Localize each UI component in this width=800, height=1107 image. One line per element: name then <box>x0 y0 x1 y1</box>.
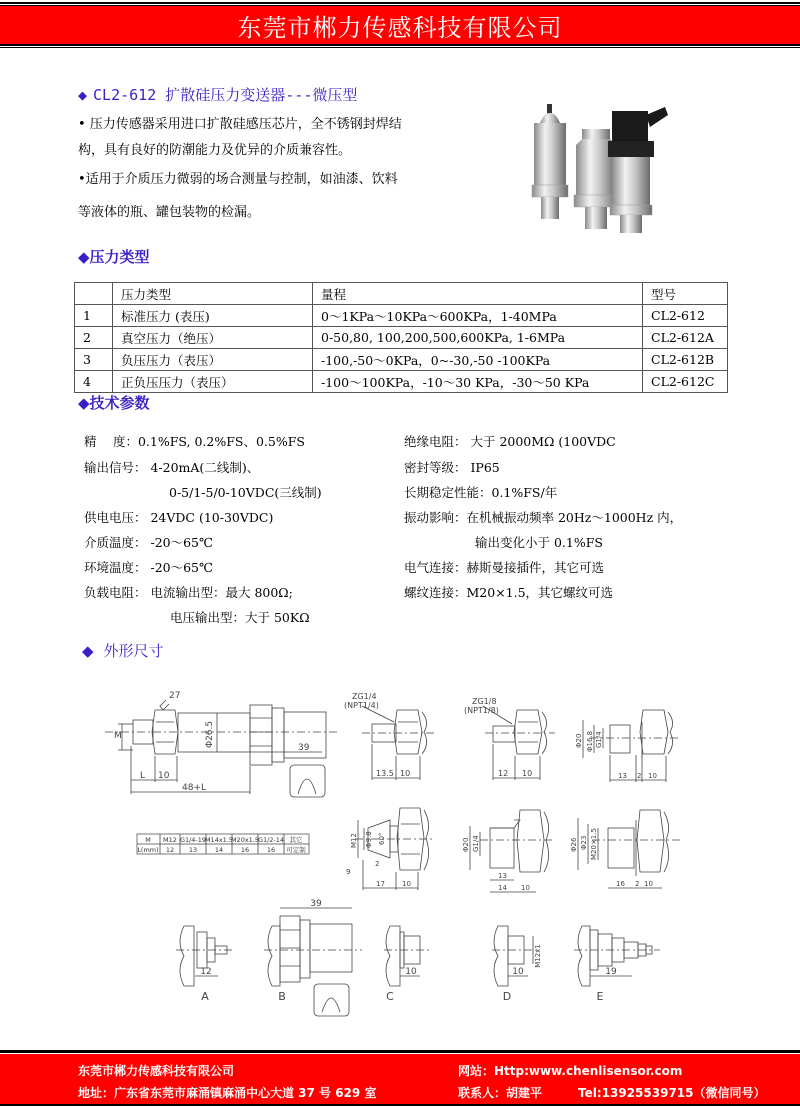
product-title-text: CL2-612 扩散硅压力变送器---微压型 <box>93 86 358 104</box>
table-cell: CL2-612A <box>643 327 728 349</box>
dim-label: 17 <box>376 880 385 888</box>
table-cell: CL2-612 <box>643 305 728 327</box>
intro-line: 构，具有良好的防潮能力及优异的介质兼容性。 <box>78 143 352 158</box>
table-header-cell: 型号 <box>643 283 728 305</box>
table-row <box>75 349 728 371</box>
thread-weld-drawing <box>470 810 555 892</box>
table-header-cell <box>75 283 113 305</box>
table-cell: -100～100KPa，-10～30 KPa，-30～50 KPa <box>313 371 643 393</box>
diamond-icon: ◆ <box>78 248 90 266</box>
spec-line: 精 度：0.1%FS, 0.2%FS、0.5%FS <box>84 434 305 449</box>
dim-label: 10 <box>405 967 417 977</box>
spec-line: 输出变化小于 0.1%FS <box>475 535 603 550</box>
table-row <box>75 371 728 393</box>
spec-line: 环境温度： -20～65℃ <box>84 560 213 575</box>
section-title-pressure-types <box>78 246 150 267</box>
dim-label: 16 <box>616 880 625 888</box>
table-cell: 负压压力（表压） <box>113 349 313 371</box>
dim-label: Φ16.8 <box>586 730 594 752</box>
sensor-1 <box>532 104 568 219</box>
dim-label: 2 <box>635 880 640 888</box>
dim-label: (NPT1/8) <box>464 706 499 715</box>
dim-label: 27 <box>169 691 181 701</box>
dimension-drawings <box>100 680 740 1020</box>
intro-line: • 压力传感器采用进口扩散硅感压芯片，全不锈钢封焊结 <box>78 117 402 132</box>
dim-label: L <box>140 771 146 781</box>
connector-e-drawing <box>574 926 660 986</box>
thread-table-header: 其它 <box>289 836 303 844</box>
table-row <box>75 305 728 327</box>
dim-label: 10 <box>644 880 653 888</box>
connector-letter: A <box>201 990 209 1003</box>
dim-label: ZG1/4 <box>352 692 377 701</box>
dim-label: M12x1 <box>534 944 542 968</box>
footer-website: 网站：Http:www.chenlisensor.com <box>458 1064 683 1078</box>
connector-d-drawing <box>492 926 540 986</box>
dim-label: G1/4 <box>595 731 603 748</box>
connector-letter: E <box>596 990 604 1003</box>
dim-label: M12 <box>350 833 358 848</box>
section-title-text: 外形尺寸 <box>103 642 164 660</box>
table-header-cell: 量程 <box>313 283 643 305</box>
thread-table-header: G1/4-19 <box>179 836 207 844</box>
dim-label: 13 <box>618 772 627 780</box>
spec-line: 电压输出型：大于 50KΩ <box>170 610 310 625</box>
thread-table-cell: 16 <box>266 846 276 854</box>
thread-table-cell: 12 <box>165 846 175 854</box>
spec-line: 密封等级： IP65 <box>404 460 500 475</box>
section-title-tech-params <box>78 392 150 413</box>
dim-label: 10 <box>648 772 657 780</box>
spec-line: 输出信号： 4-20mA(二线制)、 <box>84 460 260 475</box>
spec-line: 长期稳定性能：0.1%FS/年 <box>404 485 558 500</box>
table-header-cell: 压力类型 <box>113 283 313 305</box>
connector-letter: C <box>386 990 394 1003</box>
dim-label: 12 <box>498 769 509 778</box>
dim-label: Φ20 <box>575 733 583 748</box>
dim-label: G1/4 <box>472 835 480 852</box>
dim-label: Φ23 <box>580 835 588 850</box>
table-cell: CL2-612B <box>643 349 728 371</box>
dim-label: 60° <box>378 832 386 845</box>
dim-label: 10 <box>522 769 533 778</box>
thread-table-cell: L(mm) <box>137 846 159 854</box>
footer-rule <box>0 1050 800 1053</box>
table-cell: CL2-612C <box>643 371 728 393</box>
page-footer <box>0 1050 800 1107</box>
thread-table-cell: 16 <box>240 846 250 854</box>
connector-letter: B <box>278 990 286 1003</box>
connector-letter: D <box>502 990 512 1003</box>
section-title-text: 技术参数 <box>89 394 150 412</box>
company-name: 东莞市郴力传感科技有限公司 <box>237 13 563 42</box>
dim-label: 14 <box>498 884 507 892</box>
product-title <box>78 84 357 105</box>
table-cell: 2 <box>75 327 113 349</box>
dim-label: 10 <box>158 771 170 781</box>
thread-table-cell: 13 <box>188 846 198 854</box>
dim-label: 2 <box>375 860 380 868</box>
dim-label: (NPT1/4) <box>344 701 379 710</box>
table-row <box>75 327 728 349</box>
dim-label: 13.5 <box>376 769 394 778</box>
dim-label: 48+L <box>182 783 207 793</box>
dim-label: M <box>114 731 122 741</box>
spec-line: 介质温度： -20～65℃ <box>84 535 213 550</box>
table-cell: 4 <box>75 371 113 393</box>
table-cell: 正负压压力（表压） <box>113 371 313 393</box>
dim-label: 10 <box>402 880 411 888</box>
table-cell: 标准压力 (表压) <box>113 305 313 327</box>
section-title-text: 压力类型 <box>89 248 150 266</box>
dim-label: Φ26 <box>570 837 578 852</box>
spec-line: 螺纹连接：M20×1.5，其它螺纹可选 <box>404 585 614 600</box>
thread-table-cell: 14 <box>214 846 224 854</box>
sensor-3 <box>608 107 668 233</box>
thread-table-header: M <box>145 836 151 844</box>
table-cell: 真空压力（绝压） <box>113 327 313 349</box>
thread-m12-drawing <box>355 808 435 890</box>
dim-label: Φ26.5 <box>205 720 215 748</box>
footer-tel: Tel:13925539715（微信同号） <box>578 1086 766 1100</box>
footer-address: 地址：广东省东莞市麻涌镇麻涌中心大道 37 号 629 室 <box>78 1086 377 1100</box>
dim-label: 10 <box>400 769 411 778</box>
table-header-row <box>75 283 728 305</box>
section-title-dimensions <box>82 640 164 661</box>
thread-zg14-drawing <box>362 706 435 780</box>
dim-label: ZG1/8 <box>472 697 497 706</box>
table-cell: 3 <box>75 349 113 371</box>
dim-label: 39 <box>298 743 310 753</box>
intro-line: •适用于介质压力微弱的场合测量与控制，如油漆、饮料 <box>78 172 398 187</box>
footer-company: 东莞市郴力传感科技有限公司 <box>78 1064 235 1078</box>
dim-label: 2 <box>637 772 642 780</box>
dim-label: 9 <box>346 868 351 876</box>
dim-label: 13 <box>498 872 507 880</box>
footer-contact: 联系人：胡建平 <box>458 1086 543 1100</box>
diamond-icon: ◆ <box>78 394 90 412</box>
page-header <box>0 0 800 50</box>
connector-c-drawing <box>384 926 430 986</box>
footer-band <box>0 1054 800 1104</box>
product-photo <box>500 85 670 235</box>
dim-label: 10 <box>512 967 524 977</box>
dim-label: 39 <box>310 899 322 909</box>
spec-line: 振动影响：在机械振动频率 20Hz～1000Hz 内， <box>404 510 683 525</box>
dim-label: Φ9.8 <box>365 831 373 848</box>
thread-table-header: G1/2-14 <box>257 836 285 844</box>
intro-line: 等液体的瓶、罐包装物的检漏。 <box>78 205 261 220</box>
dim-label: 19 <box>605 967 617 977</box>
dim-label: 10 <box>521 884 530 892</box>
header-rule <box>0 2 800 4</box>
dim-label: M20×1.5 <box>590 828 598 860</box>
spec-line: 0-5/1-5/0-10VDC(三线制) <box>169 485 322 500</box>
header-rule <box>0 44 800 46</box>
thread-zg18-drawing <box>483 706 555 780</box>
thread-table-header: M20x1.5 <box>230 836 260 844</box>
thread-table-header: M14x1.5 <box>204 836 234 844</box>
table-cell: 1 <box>75 305 113 327</box>
spec-line: 电气连接：赫斯曼接插件，其它可选 <box>404 560 605 575</box>
dim-label: Φ20 <box>462 837 470 852</box>
header-band <box>0 6 800 44</box>
table-cell: -100,-50～0KPa，0~-30,-50 -100KPa <box>313 349 643 371</box>
table-cell: 0～1KPa～10KPa～600KPa，1-40MPa <box>313 305 643 327</box>
pressure-types-table <box>74 282 728 393</box>
diamond-icon: ◆ <box>82 642 94 660</box>
connector-a-drawing <box>176 926 235 986</box>
footer-rule <box>0 1104 800 1106</box>
spec-line: 供电电压： 24VDC (10-30VDC) <box>84 510 274 525</box>
dim-label: 12 <box>200 967 212 977</box>
thread-table-header: M12 <box>163 836 177 844</box>
spec-line: 负载电阻： 电流输出型：最大 800Ω; <box>84 585 293 600</box>
thread-table-cell: 可定制 <box>286 846 306 854</box>
spec-line: 绝缘电阻： 大于 2000MΩ (100VDC <box>404 434 616 449</box>
header-rule <box>0 47 800 48</box>
diamond-icon: ◆ <box>78 86 88 104</box>
table-cell: 0-50,80, 100,200,500,600KPa, 1-6MPa <box>313 327 643 349</box>
